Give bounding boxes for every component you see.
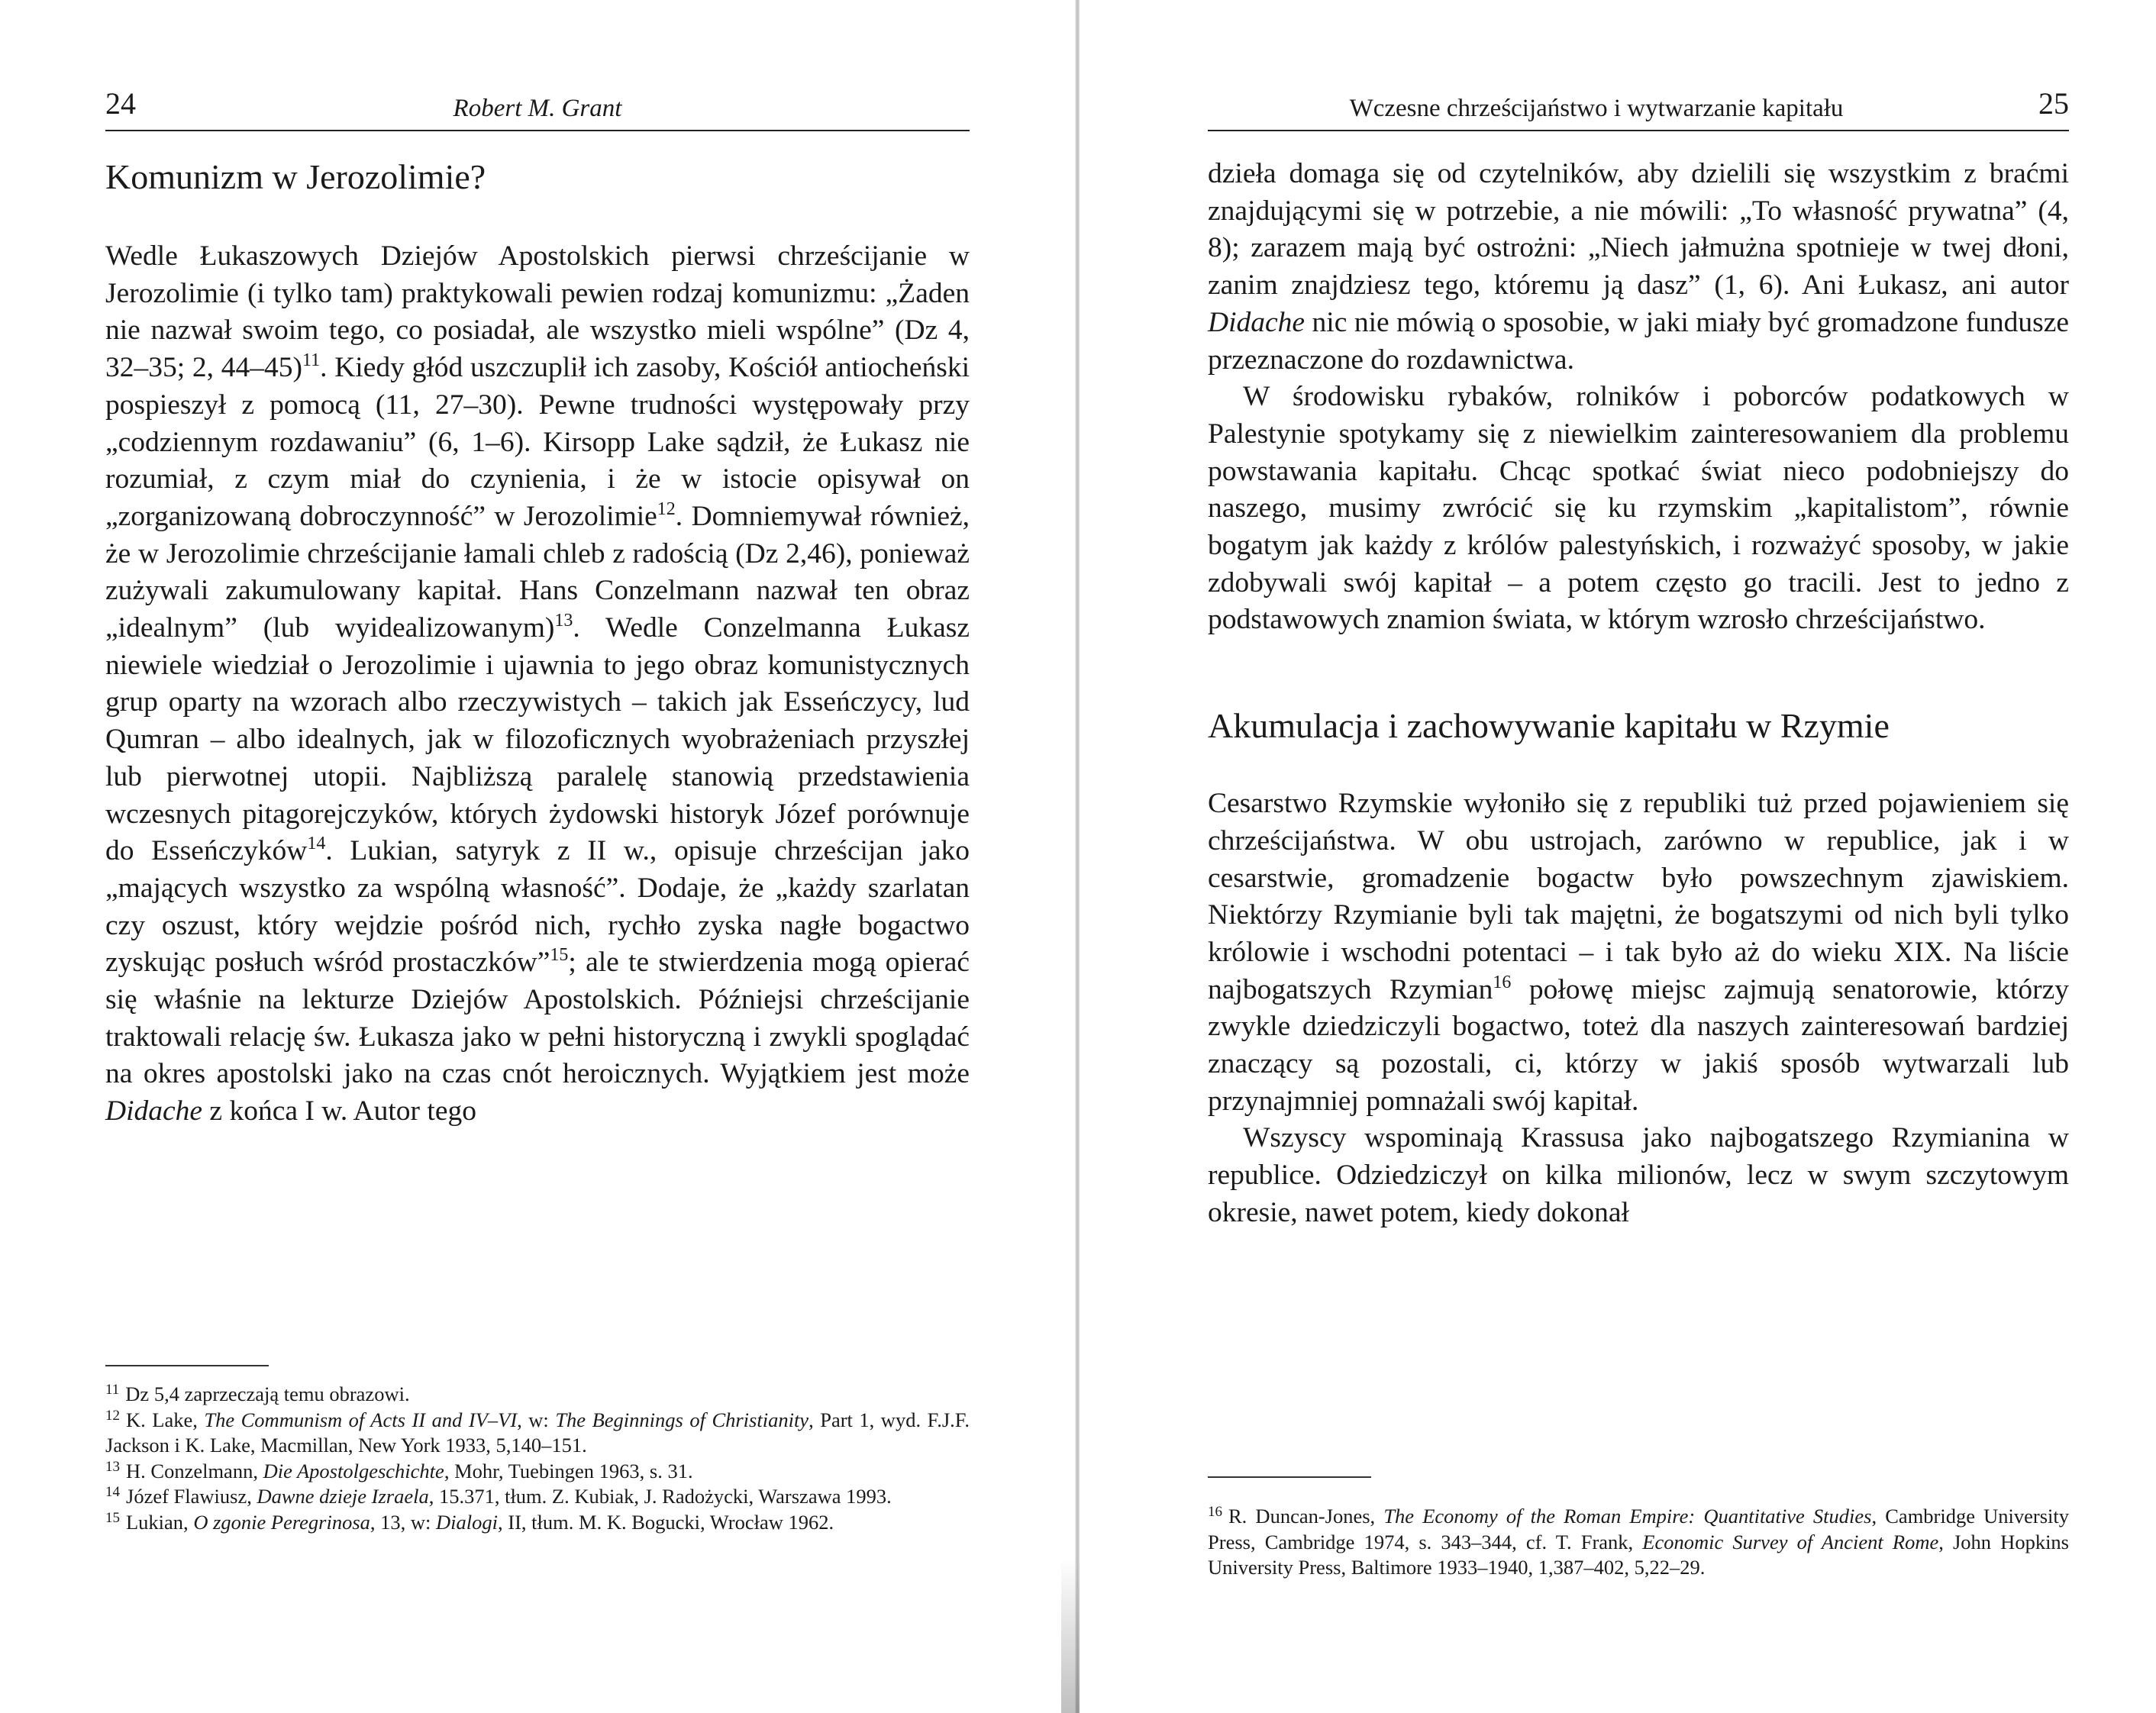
footnote-14: $^{14}$ Józef Flawiusz, Dawne dzieje Izraela, 15.371, tłum. Z. Kubiak, J. Radożycki, Warszawa 1993. xyxy=(105,1484,892,1508)
running-head-left xyxy=(105,82,970,131)
right-body xyxy=(1208,156,2069,1232)
chapter-running-head: Wczesne chrześcijaństwo i wytwarzanie kapitału xyxy=(1349,95,1844,122)
footnote-16: $^{16}$ R. Duncan-Jones, The Economy of the Roman Empire: Quantitative Studies, Cambridge University Press, Cambridge 1974, s. 343–344, cf. T. Frank, Economic Survey of Ancient Rome, John Hopkins University Press, Baltimore 1933–1940, 1,387–402, 5,22–29. xyxy=(1208,1504,2070,1579)
footnote-rule-left xyxy=(105,1365,269,1366)
left-body xyxy=(105,156,970,1131)
footnotes-left xyxy=(105,1382,970,1535)
footnote-12: $^{12}$ K. Lake, The Communism of Acts II and IV–VI, w: The Beginnings of Christianity, Part 1, wyd. F.J.F. Jackson i K. Lake, Macmillan, New York 1933, 5,140–151. xyxy=(105,1407,970,1457)
left-page xyxy=(105,0,970,1713)
book-gutter xyxy=(1075,0,1080,1713)
footnote-11: $^{11}$ Dz 5,4 zaprzeczają temu obrazowi. xyxy=(105,1382,410,1405)
footnote-rule-right xyxy=(1208,1476,1371,1478)
right-paragraph-2: W środowisku rybaków, rolników i poborców podatkowych w Palestynie spotykamy się z niewielkim zainteresowaniem dla problemu powstawania kapitału. Chcąc spotkać świat nieco podobniejszy do naszego, musimy zwrócić się ku rzymskim „kapitalistom”, równie bogatym jak każdy z królów palestyńskich, i rozważyć sposoby, w jakie zdobywali swój kapitał – a potem często go tracili. Jest to jedno z podstawowych znamion świata, w którym wzrosło chrześcijaństwo. xyxy=(1208,381,2069,636)
running-head-right xyxy=(1208,82,2069,131)
section-heading-komunizm: Komunizm w Jerozolimie? xyxy=(105,157,486,196)
gutter-shadow xyxy=(1061,1557,1080,1713)
footnotes-right xyxy=(1208,1504,2069,1581)
right-paragraph-4: Wszyscy wspominają Krassusa jako najbogatszego Rzymianina w republice. Odziedziczył on kilka milionów, lecz w swym szczytowym okresie, nawet potem, kiedy dokonał xyxy=(1208,1122,2069,1228)
footnote-15: $^{15}$ Lukian, O zgonie Peregrinosa, 13, w: Dialogi, II, tłum. M. K. Bogucki, Wrocław 1962. xyxy=(105,1509,834,1534)
author-running-head: Robert M. Grant xyxy=(453,95,622,122)
section-heading-akumulacja: Akumulacja i zachowywanie kapitału w Rzymie xyxy=(1208,706,1890,746)
page-number-right: 25 xyxy=(2038,86,2069,121)
left-body-paragraph: Wedle Łukaszowych Dziejów Apostolskich pierwsi chrześcijanie w Jerozolimie (i tylko tam) praktykowali pewien rodzaj komunizmu: „Żaden nie nazwał swoim tego, co posiadał, ale wszystko mieli wspólne” (Dz 4, 32–35; 2, 44–45)$^{11}$. Kiedy głód uszczuplił ich zasoby, Kościół antiocheński pospieszył z pomocą (11, 27–30). Pewne trudności występowały przy „codziennym rozdawaniu” (6, 1–6). Kirsopp Lake sądził, że Łukasz nie rozumiał, z czym miał do czynienia, i że w istocie opisywał on „zorganizowaną dobroczynność” w Jerozolimie$^{12}$. Domniemywał również, że w Jerozolimie chrześcijanie łamali chleb z radością (Dz 2,46), ponieważ zużywali zakumulowany kapitał. Hans Conzelmann nazwał ten obraz „idealnym” (lub wyidealizowanym)$^{13}$. Wedle Conzelmanna Łukasz niewiele wiedział o Jerozolimie i ujawnia to jego obraz komunistycznych grup oparty na wzorach albo rzeczywistych – takich jak Esseńczycy, lud Qumran – albo idealnych, jak w filozoficznych wyobrażeniach przyszłej lub pierwotnej utopii. Najbliższą paralelę stanowią przedstawienia wczesnych pitagorejczyków, których żydowski historyk Józef porównuje do Esseńczyków$^{14}$. Lukian, satyryk z II w., opisuje chrześcijan jako „mających wszystko za wspólną własność”. Dodaje, że „każdy szarlatan czy oszust, który wejdzie pośród nich, rychło zyska nagłe bogactwo zyskując posłuch wśród prostaczków”$^{15}$; ale te stwierdzenia mogą opierać się właśnie na lekturze Dziejów Apostolskich. Późniejsi chrześcijanie traktowali relację św. Łukasza jako w pełni historyczną i zwykli spoglądać na okres apostolski jako na czas cnót heroicznych. Wyjątkiem jest może Didache z końca I w. Autor tego xyxy=(105,240,970,1127)
right-page xyxy=(1208,0,2069,1713)
footnote-13: $^{13}$ H. Conzelmann, Die Apostolgeschichte, Mohr, Tuebingen 1963, s. 31. xyxy=(105,1458,693,1482)
right-paragraph-3: Cesarstwo Rzymskie wyłoniło się z republiki tuż przed pojawieniem się chrześcijaństwa. W obu ustrojach, zarówno w republice, jak i w cesarstwie, gromadzenie bogactw było powszechnym zjawiskiem. Niektórzy Rzymianie byli tak majętni, że bogatszymi od nich byli tylko królowie i wschodni potentaci – i tak było aż do wieku XIX. Na liście najbogatszych Rzymian$^{16}$ połowę miejsc zajmują senatorowie, którzy zwykle dziedziczyli bogactwo, toteż dla naszych zainteresowań bardziej znaczący są pozostali, ci, którzy w jakiś sposób wytwarzali lub przynajmniej pomnażali swój kapitał. xyxy=(1208,788,2069,1117)
page-number-left: 24 xyxy=(105,86,136,121)
right-paragraph-1: dzieła domaga się od czytelników, aby dzielili się wszystkim z braćmi znajdującymi się w potrzebie, a nie mówili: „To własność prywatna” (4, 8); zarazem mają być ostrożni: „Niech jałmużna spotnieje w twej dłoni, zanim znajdziesz tego, któremu ją dasz” (1, 6). Ani Łukasz, ani autor Didache nic nie mówią o sposobie, w jaki miały być gromadzone fundusze przeznaczone do rozdawnictwa. xyxy=(1208,158,2069,376)
